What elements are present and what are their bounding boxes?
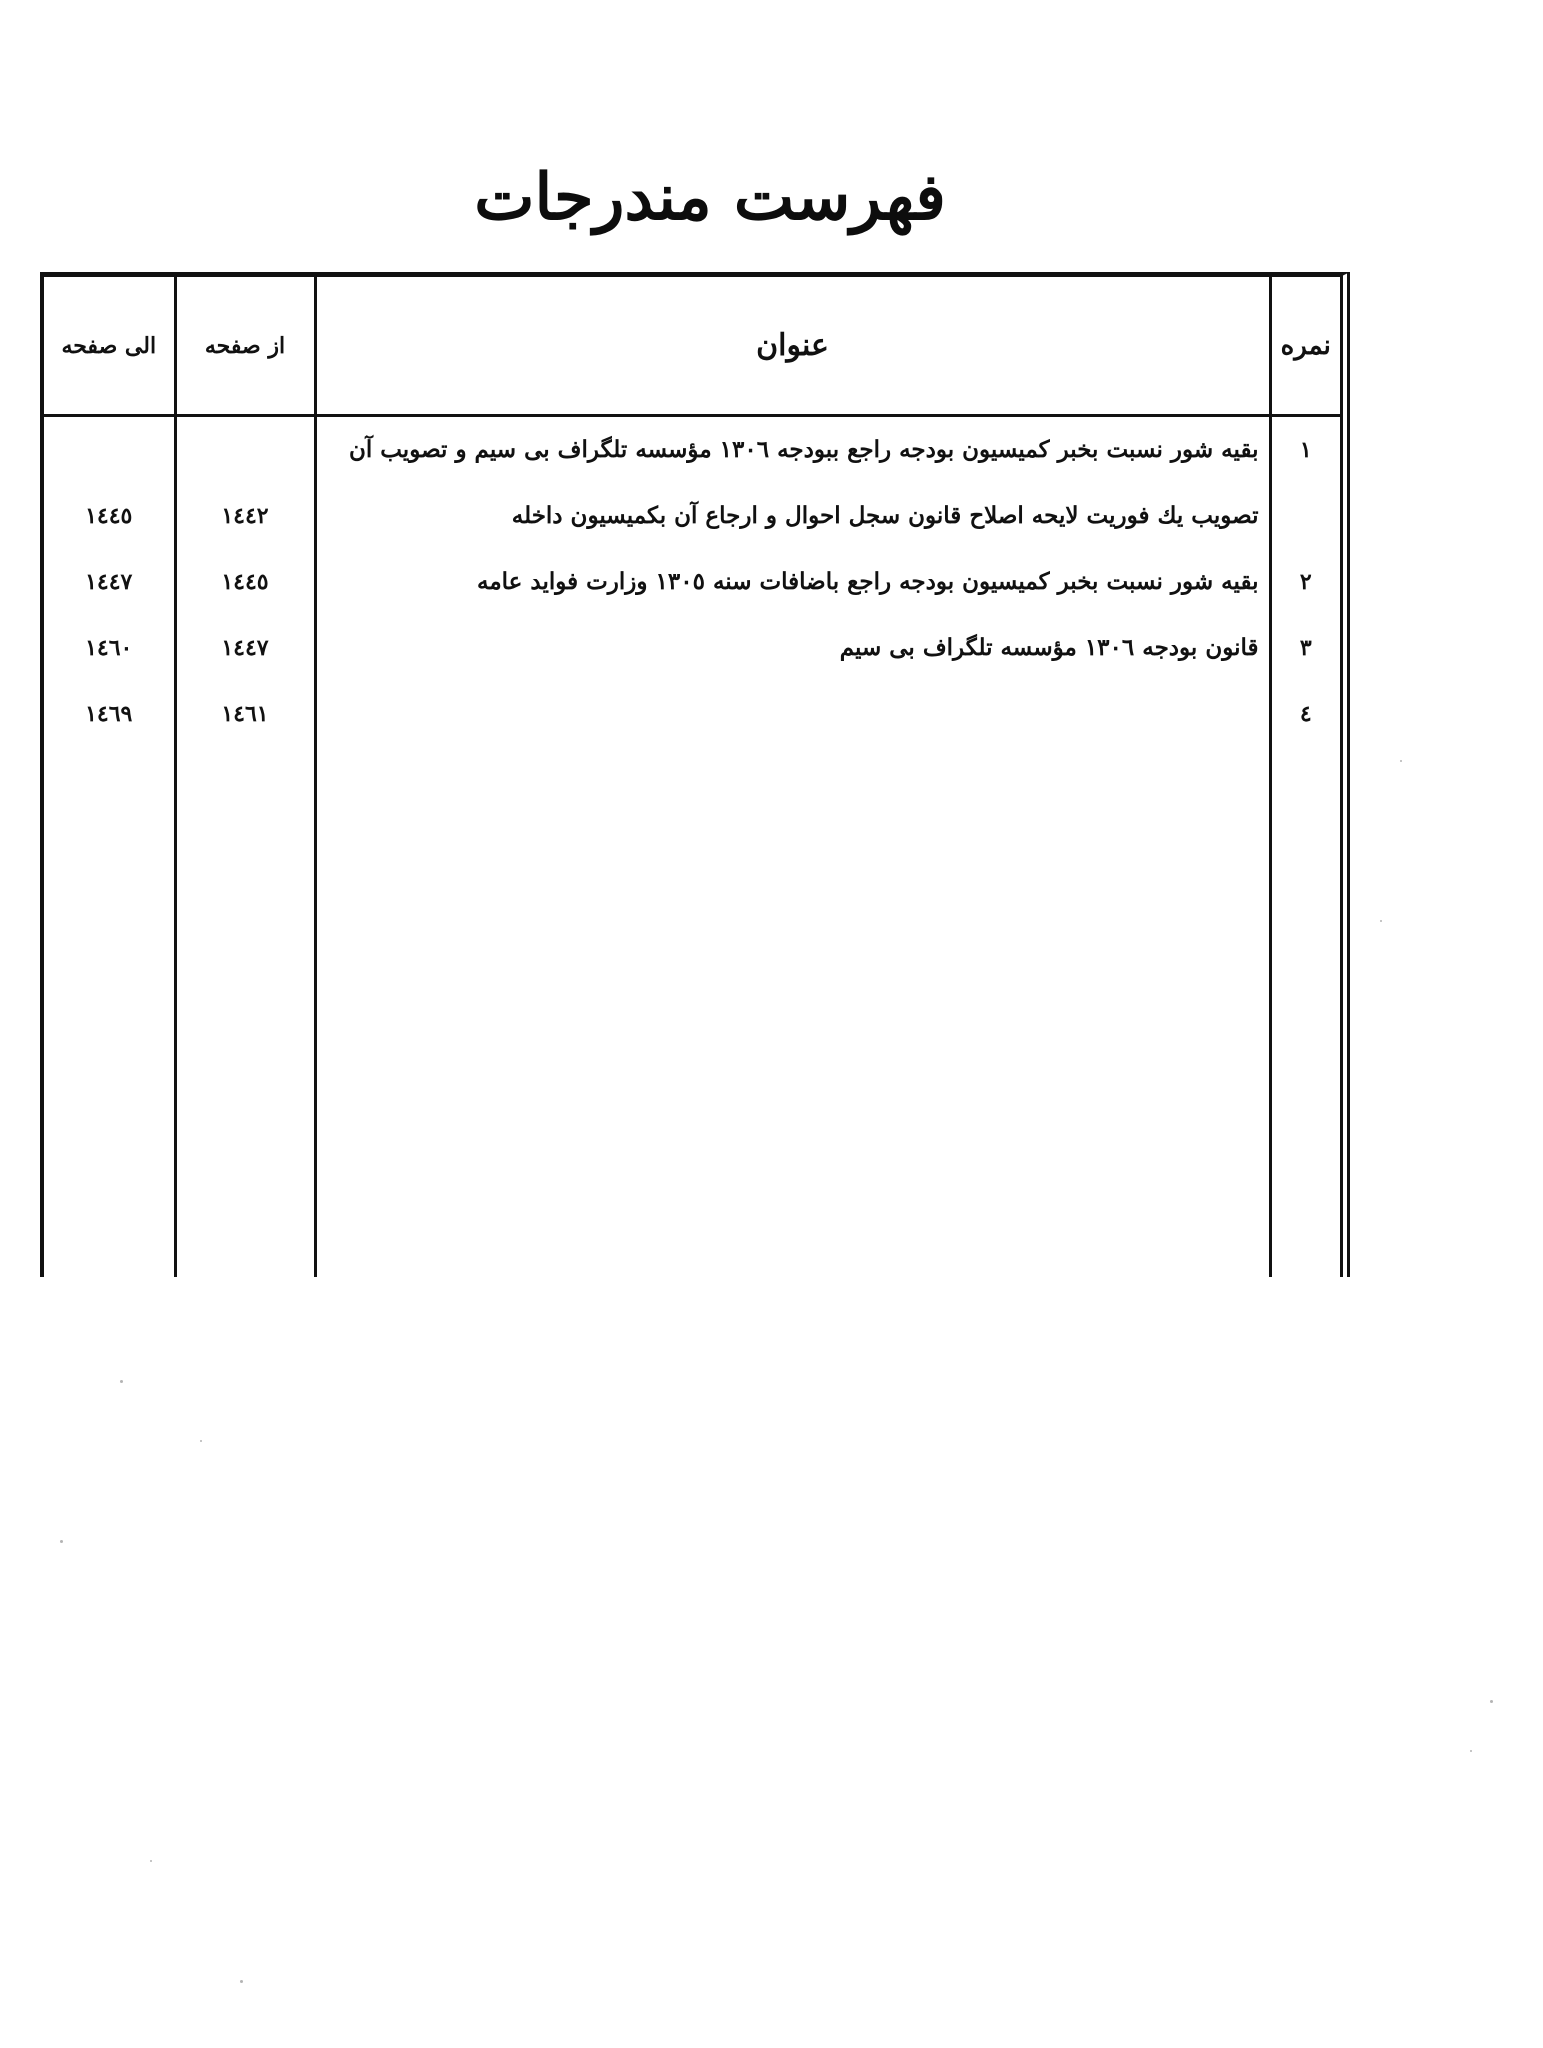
entry-from-page: ١٤٤٢ bbox=[221, 503, 269, 529]
entry-to-page: ١٤٦٠ bbox=[85, 635, 133, 661]
title-column bbox=[315, 416, 1270, 1278]
header-title: عنوان bbox=[315, 277, 1270, 416]
scan-speckle bbox=[1400, 760, 1402, 762]
contents-table bbox=[44, 277, 1340, 1277]
entry-title: تصویب یك فوریت لایحه اصلاح قانون سجل احوال و ارجاع آن بکمیسیون داخله bbox=[511, 502, 1259, 529]
entry-title: بقیه شور نسبت بخبر کمیسیون بودجه راجع ببودجه ١٣٠٦ مؤسسه تلگراف بی سیم و تصویب آن bbox=[348, 436, 1259, 463]
entry-to-page: ١٤٤٧ bbox=[85, 569, 133, 595]
scan-speckle bbox=[60, 1540, 63, 1543]
row-spacer bbox=[44, 417, 174, 483]
row-spacer bbox=[177, 417, 314, 483]
number-column bbox=[1270, 416, 1340, 1278]
scan-speckle bbox=[150, 1860, 152, 1862]
scan-speckle bbox=[120, 1380, 123, 1383]
entry-from-page: ١٤٤٧ bbox=[221, 635, 269, 661]
header-number: نمره bbox=[1270, 277, 1340, 416]
scan-speckle bbox=[1380, 920, 1382, 922]
scan-speckle bbox=[240, 1980, 243, 1983]
scan-speckle bbox=[1490, 1700, 1493, 1703]
entry-to-page: ١٤٦٩ bbox=[85, 701, 133, 727]
scan-speckle bbox=[1470, 1750, 1472, 1752]
toc-frame bbox=[40, 272, 1350, 1277]
entry-title: بقیه شور نسبت بخبر کمیسیون بودجه راجع باضافات سنه ١٣٠٥ وزارت فواید عامه bbox=[477, 568, 1259, 595]
entry-number: ٣ bbox=[1299, 635, 1312, 661]
from-page-column bbox=[175, 416, 315, 1278]
table-body bbox=[44, 416, 1340, 1278]
entry-to-page: ١٤٤٥ bbox=[85, 503, 133, 529]
header-from-page: از صفحه bbox=[175, 277, 315, 416]
scan-speckle bbox=[200, 1440, 202, 1442]
header-to-page: الی صفحه bbox=[44, 277, 175, 416]
page-title: فهرست مندرجات bbox=[474, 160, 946, 235]
entry-title: قانون بودجه ١٣٠٦ مؤسسه تلگراف بی سیم bbox=[839, 634, 1259, 661]
entry-from-page: ١٤٤٥ bbox=[221, 569, 269, 595]
entry-from-page: ١٤٦١ bbox=[221, 701, 269, 727]
entry-number: ٤ bbox=[1299, 701, 1312, 727]
table-header-row bbox=[44, 277, 1340, 416]
entry-number: ٢ bbox=[1299, 569, 1312, 595]
to-page-column bbox=[44, 416, 175, 1278]
entry-number: ١ bbox=[1299, 437, 1312, 463]
